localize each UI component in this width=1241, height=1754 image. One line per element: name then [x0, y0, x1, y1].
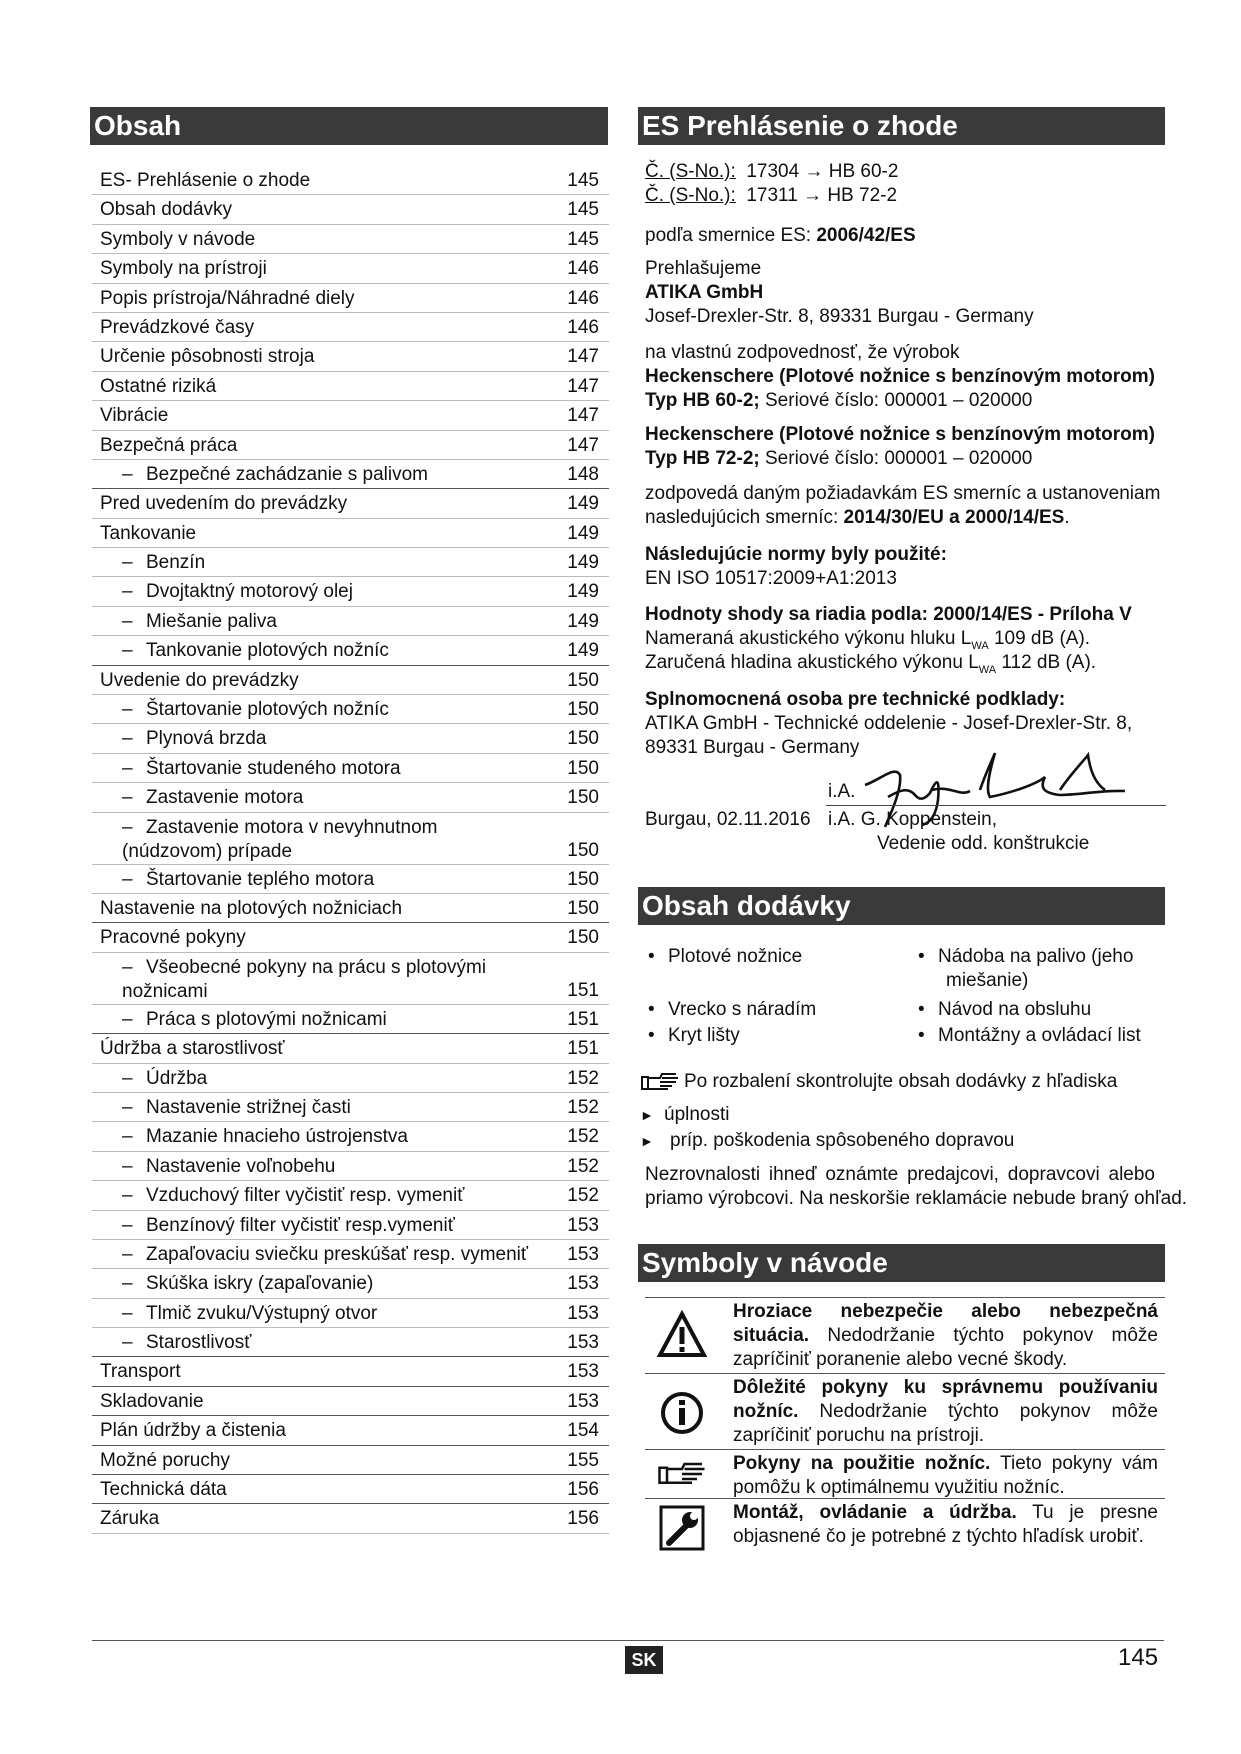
- toc-label: [100, 1122, 408, 1151]
- toc-row: [92, 460, 609, 489]
- toc-label: [100, 816, 522, 864]
- toc-label: [100, 865, 374, 894]
- conform-line-1: zodpovedá daným požiadavkám ES smerníc a ustanoveniam: [645, 483, 1161, 504]
- toc-label-text: Zastavenie motora v nevyhnutnom (núdzovom) prípade: [122, 816, 438, 862]
- toc-dash: –: [122, 1096, 133, 1118]
- toc-page-number: 152: [567, 1067, 599, 1089]
- toc-dash: –: [122, 787, 133, 809]
- toc-row: [92, 1357, 609, 1386]
- toc-label: [100, 1328, 251, 1357]
- toc-row: [92, 1328, 609, 1357]
- delivery-item: • Návod na obsluhu: [938, 998, 1091, 1022]
- toc-row: [92, 1387, 609, 1416]
- symbols-title: Symboly v návode: [638, 1244, 1165, 1282]
- toc-page-number: 153: [567, 1214, 599, 1236]
- type-2: Typ HB 72-2; Seriové číslo: 000001 – 020000: [645, 448, 1033, 469]
- toc-page-number: 151: [567, 979, 599, 1001]
- toc-label: [100, 254, 267, 283]
- toc-page-number: 154: [567, 1420, 599, 1442]
- toc-label-text: Nastavenie strižnej časti: [146, 1096, 351, 1118]
- toc-dash: –: [122, 640, 133, 662]
- toc-label: [100, 1446, 230, 1475]
- toc-page-number: 145: [567, 199, 599, 221]
- toc-row: [92, 401, 609, 430]
- page-number: 145: [1118, 1644, 1159, 1671]
- toc-page-number: 149: [567, 610, 599, 632]
- signer-role: Vedenie odd. konštrukcie: [877, 833, 1090, 854]
- toc-label-text: Tlmič zvuku/Výstupný otvor: [146, 1302, 378, 1324]
- toc-label-text: Práca s plotovými nožnicami: [146, 1008, 387, 1030]
- toc-dash: –: [122, 1302, 133, 1324]
- toc-page-number: 156: [567, 1479, 599, 1501]
- toc-label: [100, 1269, 373, 1298]
- toc-row: [92, 342, 609, 371]
- toc-row: [92, 695, 609, 724]
- toc-page-number: 156: [567, 1508, 599, 1530]
- toc-page-number: 151: [567, 1038, 599, 1060]
- toc-row: [92, 519, 609, 548]
- table-of-contents: [92, 166, 609, 1534]
- toc-label-text: Prevádzkové časy: [100, 316, 255, 338]
- toc-label: [100, 1357, 181, 1386]
- norms-title: Následujúcie normy byly použité:: [645, 544, 947, 565]
- delivery-item: • Nádoba na palivo (jeho: [938, 945, 1133, 969]
- toc-label-text: Všeobecné pokyny na prácu s plotovými nožnicami: [122, 956, 487, 1002]
- toc-label-text: Mazanie hnacieho ústrojenstva: [146, 1126, 408, 1148]
- toc-label-text: Skladovanie: [100, 1390, 204, 1412]
- toc-row: [92, 577, 609, 606]
- toc-row: [92, 372, 609, 401]
- delivery-note: Po rozbalení skontrolujte obsah dodávky z hľadiska: [684, 1071, 1118, 1092]
- toc-label: [100, 548, 205, 577]
- toc-label-text: Pred uvedením do prevádzky: [100, 493, 348, 515]
- toc-label-text: Symboly v návode: [100, 228, 256, 250]
- toc-row: [92, 225, 609, 254]
- toc-label-text: Benzín: [146, 552, 206, 574]
- toc-row: [92, 489, 609, 518]
- toc-row: [92, 1269, 609, 1298]
- warning-icon: [657, 1310, 707, 1360]
- toc-page-number: 150: [567, 839, 599, 861]
- toc-page-number: 152: [567, 1185, 599, 1207]
- toc-row: [92, 195, 609, 224]
- guaranteed-level: Zaručená hladina akustického výkonu $L_{WA}$ 112 dB (A).: [645, 652, 1097, 676]
- toc-label-text: Transport: [100, 1361, 181, 1383]
- toc-label: [100, 1387, 204, 1416]
- toc-label-text: Štartovanie studeného motora: [146, 757, 401, 779]
- toc-dash: –: [122, 463, 133, 485]
- toc-label-text: Popis prístroja/Náhradné diely: [100, 287, 355, 309]
- toc-row: [92, 813, 609, 865]
- toc-label-text: Skúška iskry (zapaľovanie): [146, 1273, 374, 1295]
- toc-label: [100, 1299, 377, 1328]
- toc-row: [92, 1181, 609, 1210]
- toc-page-number: 150: [567, 669, 599, 691]
- toc-label-text: Zastavenie motora: [146, 787, 304, 809]
- toc-row: [92, 1475, 609, 1504]
- toc-row: [92, 724, 609, 753]
- toc-page-number: 145: [567, 170, 599, 191]
- toc-row: [92, 1034, 609, 1063]
- toc-label: [100, 1034, 285, 1063]
- toc-row: [92, 1005, 609, 1034]
- authorized-line-2: 89331 Burgau - Germany: [645, 737, 860, 758]
- toc-label-text: Symboly na prístroji: [100, 258, 267, 280]
- delivery-item: • Montážny a ovládací list: [938, 1024, 1141, 1048]
- toc-label-text: Vzduchový filter vyčistiť resp. vymeniť: [146, 1185, 465, 1207]
- toc-label: [100, 666, 299, 695]
- toc-page-number: 146: [567, 287, 599, 309]
- toc-label: [100, 923, 246, 952]
- toc-row: [92, 431, 609, 460]
- toc-label-text: Možné poruchy: [100, 1449, 230, 1471]
- toc-label: [100, 724, 266, 753]
- toc-page-number: 150: [567, 699, 599, 721]
- check-1: ► úplnosti: [640, 1104, 730, 1125]
- toc-label-text: Ostatné riziká: [100, 375, 217, 397]
- toc-page-number: 146: [567, 316, 599, 338]
- toc-page-number: 147: [567, 346, 599, 368]
- toc-page-number: 147: [567, 434, 599, 456]
- symbol-row-info: Dôležité pokyny ku správnemu používaniu nožníc. Nedodržanie týchto pokynov môže zapríčiniť poruchu na prístroji.: [645, 1373, 1165, 1450]
- toc-label: [100, 489, 347, 518]
- toc-page-number: 153: [567, 1302, 599, 1324]
- info-icon: [657, 1388, 707, 1438]
- toc-label-text: Dvojtaktný motorový olej: [146, 581, 353, 603]
- toc-row: [92, 1240, 609, 1269]
- toc-label: [100, 1181, 464, 1210]
- toc-row: [92, 1446, 609, 1475]
- toc-page-number: 153: [567, 1361, 599, 1383]
- toc-label: [100, 1504, 159, 1533]
- delivery-item-cont: miešanie): [946, 970, 1029, 991]
- toc-page-number: 153: [567, 1243, 599, 1265]
- toc-dash: –: [122, 1273, 133, 1295]
- toc-label: [100, 1152, 335, 1181]
- toc-row: [92, 1504, 609, 1533]
- toc-label-text: Bezpečná práca: [100, 434, 238, 456]
- toc-page-number: 150: [567, 757, 599, 779]
- toc-label: [100, 636, 389, 665]
- toc-dash: –: [122, 581, 133, 603]
- toc-label: [100, 166, 310, 195]
- toc-row: [92, 166, 609, 195]
- toc-dash: –: [122, 552, 133, 574]
- product-2: Heckenschere (Plotové nožnice s benzínovým motorom): [645, 424, 1155, 445]
- toc-label-text: Tankovanie: [100, 522, 197, 544]
- pointing-hand-icon: [657, 1458, 707, 1490]
- toc-label: [100, 431, 237, 460]
- wrench-icon: [657, 1503, 707, 1553]
- toc-label: [100, 894, 402, 923]
- product-1: Heckenschere (Plotové nožnice s benzínovým motorom): [645, 366, 1155, 387]
- toc-label-text: Plán údržby a čistenia: [100, 1420, 286, 1442]
- footer-divider: [92, 1640, 1164, 1641]
- toc-label-text: Technická dáta: [100, 1479, 227, 1501]
- toc-dash: –: [122, 699, 133, 721]
- toc-label: [100, 754, 401, 783]
- toc-page-number: 149: [567, 552, 599, 574]
- signature-line: [826, 805, 1166, 806]
- toc-label: [100, 225, 255, 254]
- toc-row: [92, 636, 609, 665]
- toc-label-text: Štartovanie plotových nožníc: [146, 699, 389, 721]
- toc-label-text: Starostlivosť: [146, 1332, 252, 1354]
- delivery-item: • Plotové nožnice: [668, 945, 802, 969]
- symbol-row-tip: Pokyny na použitie nožníc. Tieto pokyny vám pomôžu k optimálnemu využitiu nožníc.: [645, 1449, 1165, 1499]
- toc-row: [92, 548, 609, 577]
- signer-name: i.A. G. Koppenstein,: [828, 809, 997, 830]
- delivery-item: • Vrecko s náradím: [668, 998, 816, 1022]
- toc-row: [92, 313, 609, 342]
- toc-page-number: 149: [567, 640, 599, 662]
- toc-row: [92, 865, 609, 894]
- toc-label: [100, 695, 389, 724]
- toc-row: [92, 607, 609, 636]
- toc-label-text: ES- Prehlásenie o zhode: [100, 170, 311, 191]
- toc-label-text: Záruka: [100, 1508, 160, 1530]
- toc-dash: –: [122, 1243, 133, 1265]
- toc-dash: –: [122, 1185, 133, 1207]
- authorized-line-1: ATIKA GmbH - Technické oddelenie - Josef-Drexler-Str. 8,: [645, 713, 1133, 734]
- language-badge: SK: [625, 1646, 663, 1674]
- toc-row: [92, 1122, 609, 1151]
- serial-line-1: Č. (S-No.): 17304 → HB 60-2: [645, 161, 899, 182]
- toc-dash: –: [122, 1214, 133, 1236]
- toc-page-number: 146: [567, 258, 599, 280]
- toc-page-number: 152: [567, 1126, 599, 1148]
- toc-page-number: 153: [567, 1273, 599, 1295]
- company-address: Josef-Drexler-Str. 8, 89331 Burgau - Germany: [645, 306, 1034, 327]
- norms-value: EN ISO 10517:2009+A1:2013: [645, 568, 897, 589]
- toc-row: [92, 783, 609, 812]
- toc-page-number: 150: [567, 897, 599, 919]
- toc-row: [92, 894, 609, 923]
- toc-row: [92, 754, 609, 783]
- toc-label: [100, 195, 232, 224]
- toc-label-text: Bezpečné zachádzanie s palivom: [146, 463, 429, 485]
- toc-label-text: Pracovné pokyny: [100, 927, 246, 949]
- toc-label: [100, 1005, 387, 1034]
- symbol-row-wrench: Montáž, ovládanie a údržba. Tu je presne objasnené čo je potrebné z týchto hľadísk urobiť.: [645, 1498, 1165, 1557]
- toc-label: [100, 1093, 351, 1122]
- declare-text: Prehlašujeme: [645, 258, 762, 279]
- conform-line-2: nasledujúcich smerníc: 2014/30/EU a 2000/14/ES.: [645, 507, 1070, 528]
- toc-label: [100, 577, 353, 606]
- responsibility-text: na vlastnú zodpovednosť, že výrobok: [645, 342, 960, 363]
- toc-page-number: 151: [567, 1008, 599, 1030]
- toc-label: [100, 372, 216, 401]
- toc-label-text: Vibrácie: [100, 405, 169, 427]
- toc-label-text: Nastavenie na plotových nožniciach: [100, 897, 403, 919]
- toc-label: [100, 342, 314, 371]
- toc-label-text: Údržba a starostlivosť: [100, 1038, 285, 1060]
- delivery-para-1: Nezrovnalosti ihneď oznámte predajcovi, dopravcovi alebo: [645, 1164, 1155, 1185]
- toc-label: [100, 783, 303, 812]
- toc-row: [92, 254, 609, 283]
- ia-label: i.A.: [828, 781, 856, 802]
- toc-dash: –: [122, 757, 133, 779]
- toc-row: [92, 666, 609, 695]
- toc-label: [100, 401, 168, 430]
- toc-label: [100, 460, 428, 489]
- toc-row: [92, 1211, 609, 1240]
- toc-dash: –: [122, 1067, 133, 1089]
- toc-page-number: 153: [567, 1390, 599, 1412]
- toc-row: [92, 1152, 609, 1181]
- toc-page-number: 150: [567, 728, 599, 750]
- delivery-para-2: priamo výrobcovi. Na neskoršie reklamácie nebude braný ohľad.: [645, 1188, 1188, 1209]
- toc-page-number: 147: [567, 405, 599, 427]
- directive-line: podľa smernice ES: 2006/42/ES: [645, 225, 916, 246]
- toc-label-text: Plynová brzda: [146, 728, 267, 750]
- toc-dash: –: [122, 868, 133, 890]
- toc-page-number: 150: [567, 868, 599, 890]
- toc-label-text: Určenie pôsobnosti stroja: [100, 346, 315, 368]
- toc-label-text: Štartovanie teplého motora: [146, 868, 375, 890]
- toc-label-text: Benzínový filter vyčistiť resp.vymeniť: [146, 1214, 455, 1236]
- toc-row: [92, 284, 609, 313]
- toc-row: [92, 1299, 609, 1328]
- toc-dash: –: [122, 1126, 133, 1148]
- delivery-title: Obsah dodávky: [638, 887, 1165, 925]
- declaration-title: ES Prehlásenie o zhode: [638, 107, 1165, 145]
- toc-label: [100, 607, 277, 636]
- toc-label-text: Údržba: [146, 1067, 208, 1089]
- toc-label: [100, 1064, 207, 1093]
- toc-dash: –: [122, 1332, 133, 1354]
- symbol-row-warning: Hroziace nebezpečie alebo nebezpečná situácia. Nedodržanie týchto pokynov môže zapríčiniť poranenie alebo vecné škody.: [645, 1297, 1165, 1374]
- toc-page-number: 149: [567, 522, 599, 544]
- toc-label: [100, 1416, 286, 1445]
- values-title: Hodnoty shody sa riadia podla: 2000/14/ES - Príloha V: [645, 604, 1132, 625]
- toc-label: [100, 1475, 227, 1504]
- toc-page-number: 149: [567, 581, 599, 603]
- pointing-hand-icon: [640, 1071, 680, 1093]
- toc-title: Obsah: [90, 107, 608, 145]
- authorized-title: Splnomocnená osoba pre technické podklady:: [645, 689, 1066, 710]
- toc-page-number: 152: [567, 1155, 599, 1177]
- toc-label: [100, 284, 355, 313]
- toc-label: [100, 956, 522, 1004]
- check-2: ► príp. poškodenia spôsobeného dopravou: [640, 1130, 1015, 1151]
- toc-label: [100, 519, 196, 548]
- toc-label-text: Zapaľovaciu sviečku preskúšať resp. vymeniť: [146, 1243, 529, 1265]
- toc-page-number: 152: [567, 1096, 599, 1118]
- toc-page-number: 145: [567, 228, 599, 250]
- toc-page-number: 155: [567, 1449, 599, 1471]
- toc-label-text: Nastavenie voľnobehu: [146, 1155, 336, 1177]
- toc-dash: –: [122, 816, 133, 838]
- toc-label-text: Uvedenie do prevádzky: [100, 669, 299, 691]
- toc-dash: –: [122, 1008, 133, 1030]
- toc-row: [92, 923, 609, 952]
- toc-label: [100, 313, 254, 342]
- toc-page-number: 150: [567, 787, 599, 809]
- company-name: ATIKA GmbH: [645, 282, 764, 303]
- toc-row: [92, 1064, 609, 1093]
- toc-label-text: Obsah dodávky: [100, 199, 233, 221]
- toc-row: [92, 1416, 609, 1445]
- place-date: Burgau, 02.11.2016: [645, 809, 811, 830]
- toc-page-number: 150: [567, 927, 599, 949]
- toc-label: [100, 1211, 455, 1240]
- type-1: Typ HB 60-2; Seriové číslo: 000001 – 020000: [645, 390, 1033, 411]
- toc-row: [92, 1093, 609, 1122]
- toc-dash: –: [122, 610, 133, 632]
- toc-page-number: 148: [567, 463, 599, 485]
- toc-row: [92, 953, 609, 1005]
- toc-label-text: Miešanie paliva: [146, 610, 277, 632]
- serial-line-2: Č. (S-No.): 17311 → HB 72-2: [645, 185, 898, 206]
- toc-dash: –: [122, 728, 133, 750]
- toc-label-text: Tankovanie plotových nožníc: [146, 640, 389, 662]
- toc-label: [100, 1240, 528, 1269]
- toc-dash: –: [122, 1155, 133, 1177]
- measured-level: Nameraná akustického výkonu hluku $L_{WA}$ 109 dB (A).: [645, 628, 1091, 652]
- toc-page-number: 149: [567, 493, 599, 515]
- toc-page-number: 153: [567, 1332, 599, 1354]
- toc-dash: –: [122, 956, 133, 978]
- delivery-item: • Kryt lišty: [668, 1024, 740, 1048]
- toc-page-number: 147: [567, 375, 599, 397]
